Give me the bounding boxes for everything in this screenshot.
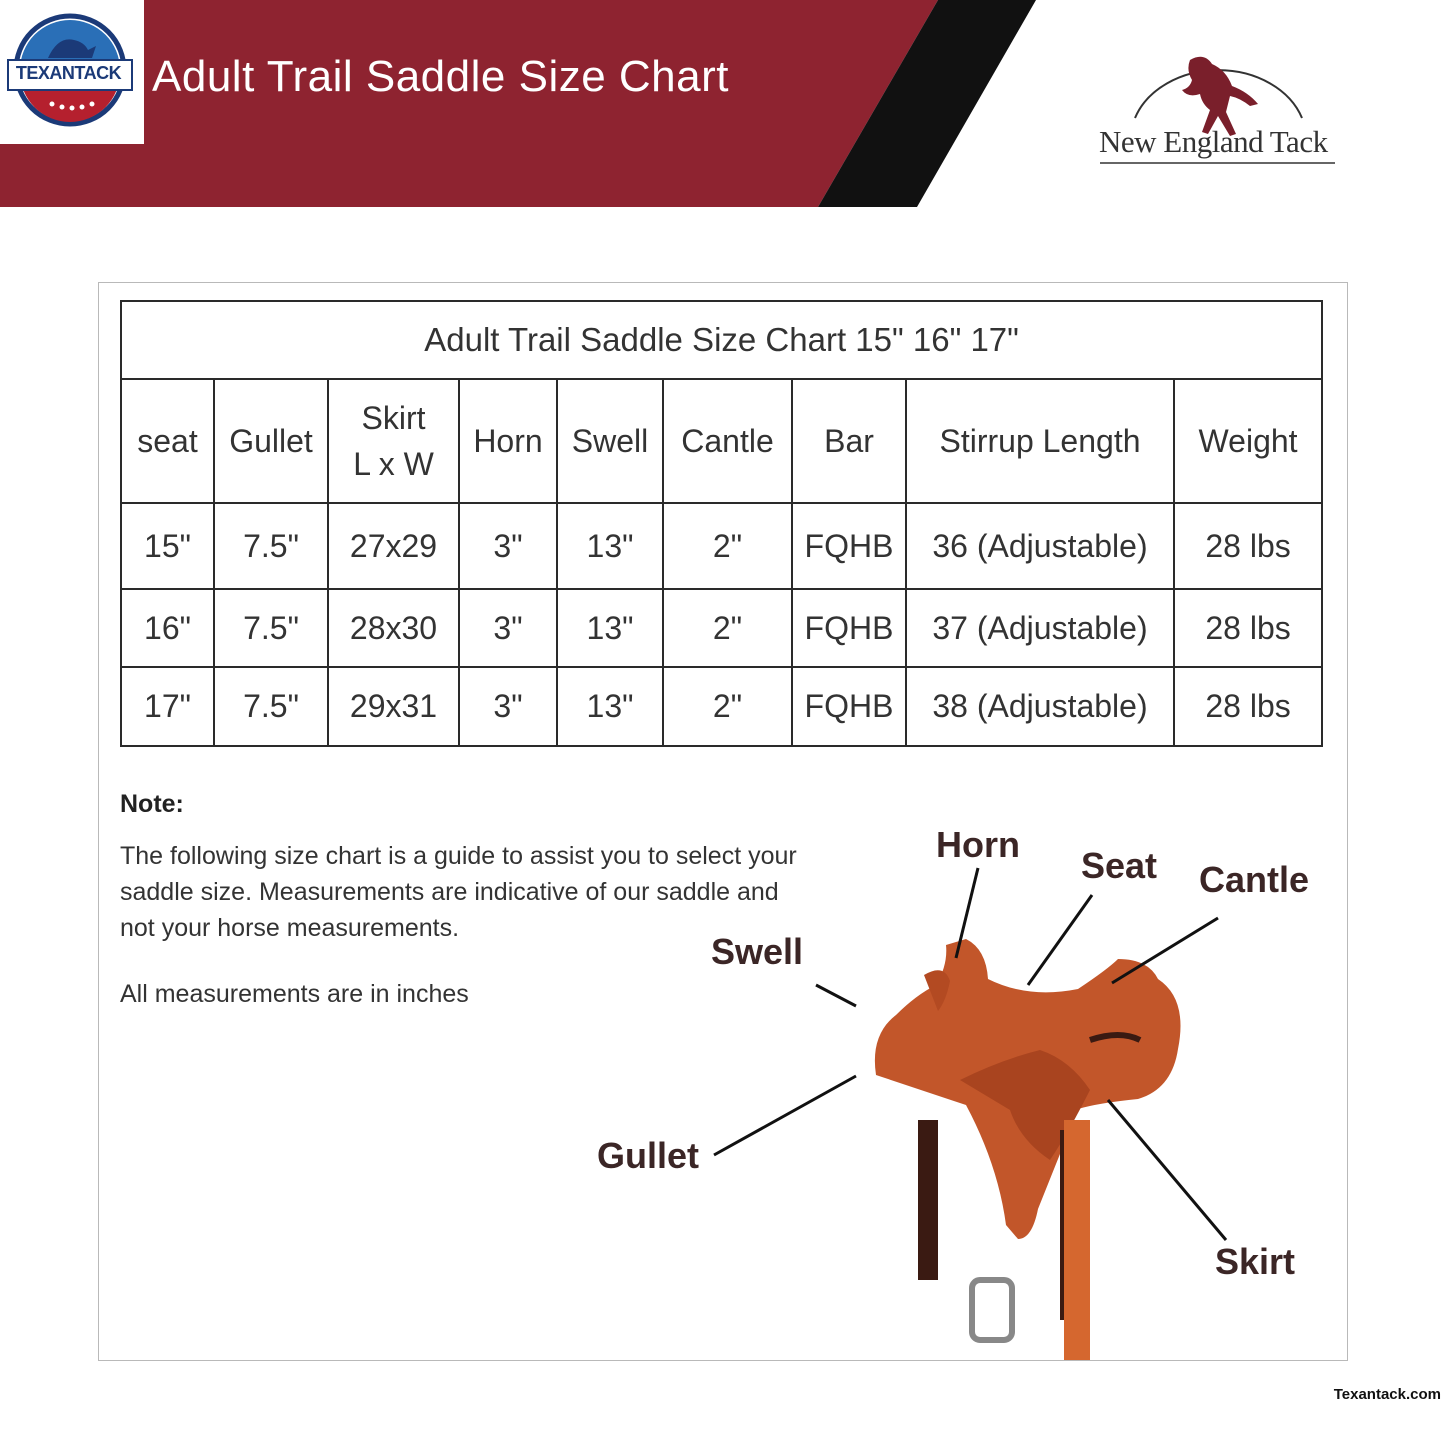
label-swell: Swell [711,931,804,972]
cell-swell: 13" [557,667,663,746]
label-cantle: Cantle [1199,859,1310,900]
table-caption: Adult Trail Saddle Size Chart 15" 16" 17" [121,301,1322,379]
cell-horn: 3" [459,589,557,667]
header-horn: Horn [459,379,557,503]
note-title: Note: [120,790,184,818]
header-gullet: Gullet [214,379,328,503]
header-skirt [328,379,459,503]
cell-stirrup-length: 36 (Adjustable) [906,503,1174,589]
note-body: The following size chart is a guide to assist you to select your saddle size. Measurements are indicative of our saddle and not your horse measurements. [120,842,797,942]
cell-weight: 28 lbs [1174,667,1322,746]
header-skirt-sublabel: L x W [353,446,434,482]
cell-gullet: 7.5" [214,589,328,667]
header-stirrup-length: Stirrup Length [906,379,1174,503]
texantack-logo-text: TEXANTACK [15,63,122,83]
cell-skirt: 29x31 [328,667,459,746]
table-row [121,503,1322,589]
label-seat: Seat [1081,845,1158,886]
table-row [121,667,1322,746]
header-skirt-label: Skirt [361,400,426,436]
cell-gullet: 7.5" [214,667,328,746]
cell-weight: 28 lbs [1174,589,1322,667]
cell-horn: 3" [459,503,557,589]
footer-website-link[interactable]: Texantack.com [1333,1386,1441,1403]
cell-stirrup-length: 37 (Adjustable) [906,589,1174,667]
new-england-tack-logo-text: New England Tack [1099,124,1328,159]
cell-seat: 15" [121,503,214,589]
label-gullet: Gullet [597,1135,700,1176]
header-weight: Weight [1174,379,1322,503]
cell-stirrup-length: 38 (Adjustable) [906,667,1174,746]
cell-bar: FQHB [792,589,906,667]
cell-bar: FQHB [792,503,906,589]
cell-swell: 13" [557,503,663,589]
cell-skirt: 28x30 [328,589,459,667]
cell-gullet: 7.5" [214,503,328,589]
header-seat: seat [121,379,214,503]
table-row [121,589,1322,667]
label-horn: Horn [936,824,1020,865]
cell-seat: 17" [121,667,214,746]
label-skirt: Skirt [1215,1241,1296,1282]
cell-cantle: 2" [663,503,792,589]
page-title: Adult Trail Saddle Size Chart [152,52,730,101]
cell-skirt: 27x29 [328,503,459,589]
table-header-row [121,379,1322,503]
cell-horn: 3" [459,667,557,746]
size-chart-table [120,300,1323,747]
cell-swell: 13" [557,589,663,667]
texantack-logo[interactable] [0,0,144,144]
cell-weight: 28 lbs [1174,503,1322,589]
cell-bar: FQHB [792,667,906,746]
header-bar: Bar [792,379,906,503]
cell-seat: 16" [121,589,214,667]
units-note: All measurements are in inches [120,980,469,1008]
cell-cantle: 2" [663,589,792,667]
cell-cantle: 2" [663,667,792,746]
header-swell: Swell [557,379,663,503]
header-cantle: Cantle [663,379,792,503]
